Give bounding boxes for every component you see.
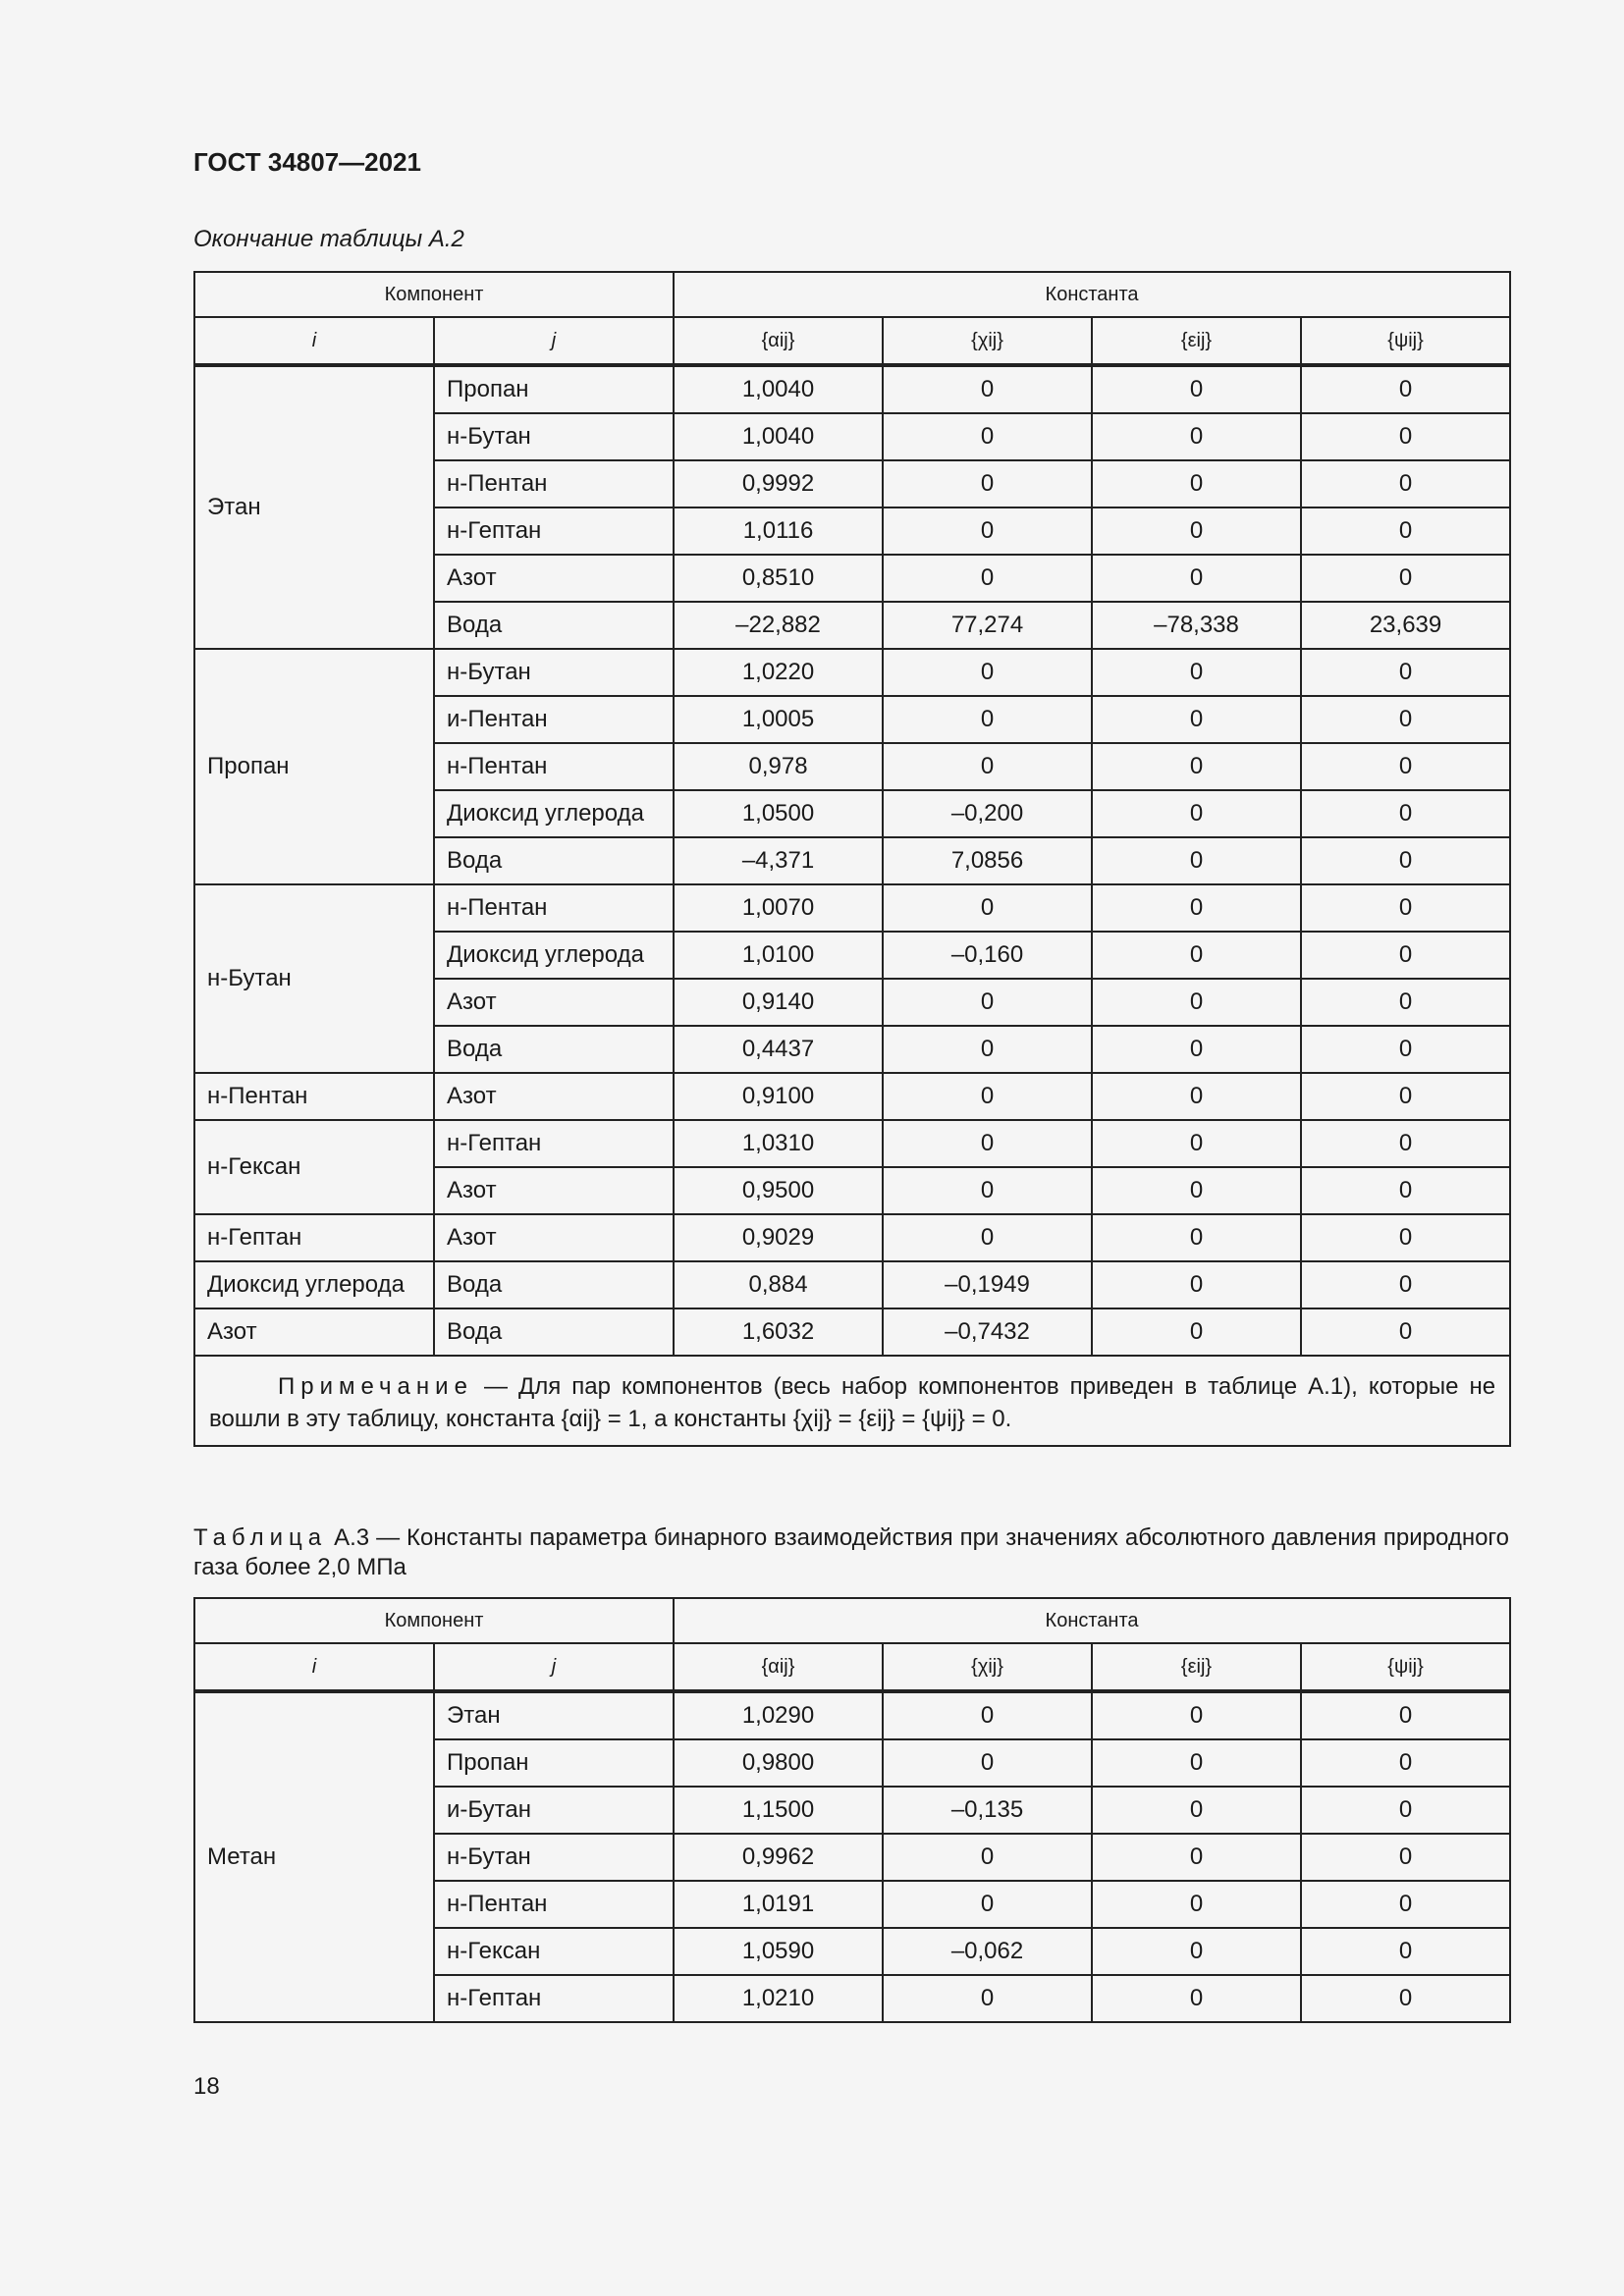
eps-cell: 0 [1092,1739,1301,1787]
chi-cell: 0 [883,507,1092,555]
table-a3-caption-text: А.3 — Константы параметра бинарного взаимодействия при значениях абсолютного давления природного газа более 2,0 МПа [193,1524,1509,1580]
header-j: j [434,1643,674,1691]
eps-cell: 0 [1092,1026,1301,1073]
eps-cell: 0 [1092,696,1301,743]
chi-cell: 0 [883,1214,1092,1261]
alpha-cell: 0,9029 [674,1214,883,1261]
psi-cell: 0 [1301,884,1510,932]
note-label: Примечание [278,1373,473,1400]
alpha-cell: 0,9100 [674,1073,883,1120]
psi-cell: 0 [1301,790,1510,837]
header-eps: {εij} [1092,1643,1301,1691]
eps-cell: 0 [1092,1167,1301,1214]
chi-cell: 0 [883,555,1092,602]
table-a2 [193,271,1511,1447]
eps-cell: 0 [1092,555,1301,602]
note-text: — Для пар компонентов (весь набор компонентов приведен в таблице А.1), которые не вошли в эту таблицу, константа {αij} = 1, а константы {χij} = {εij} = {ψij} = 0. [209,1373,1496,1432]
alpha-cell: 1,0210 [674,1975,883,2022]
component-j-cell: н-Пентан [434,884,674,932]
component-j-cell: Азот [434,979,674,1026]
component-j-cell: Этан [434,1691,674,1739]
chi-cell: 0 [883,1881,1092,1928]
header-component: Компонент [194,1598,674,1643]
alpha-cell: –4,371 [674,837,883,884]
component-i-cell: н-Бутан [194,884,434,1073]
psi-cell: 0 [1301,1975,1510,2022]
chi-cell: –0,7432 [883,1308,1092,1356]
component-j-cell: н-Пентан [434,1881,674,1928]
eps-cell: 0 [1092,1975,1301,2022]
header-i: i [194,1643,434,1691]
alpha-cell: 1,0040 [674,413,883,460]
page-number: 18 [193,2073,220,2100]
psi-cell: 23,639 [1301,602,1510,649]
component-i-cell: Диоксид углерода [194,1261,434,1308]
component-j-cell: Азот [434,1073,674,1120]
chi-cell: –0,1949 [883,1261,1092,1308]
component-j-cell: н-Пентан [434,743,674,790]
chi-cell: –0,135 [883,1787,1092,1834]
chi-cell: 77,274 [883,602,1092,649]
eps-cell: 0 [1092,507,1301,555]
header-chi: {χij} [883,317,1092,365]
table-row [194,1073,1510,1120]
alpha-cell: 1,0590 [674,1928,883,1975]
psi-cell: 0 [1301,413,1510,460]
alpha-cell: 1,0310 [674,1120,883,1167]
chi-cell: 0 [883,365,1092,413]
chi-cell: –0,200 [883,790,1092,837]
alpha-cell: 0,9500 [674,1167,883,1214]
chi-cell: 0 [883,649,1092,696]
chi-cell: 0 [883,743,1092,790]
component-i-cell: Метан [194,1691,434,2022]
eps-cell: 0 [1092,743,1301,790]
component-i-cell: н-Гептан [194,1214,434,1261]
eps-cell: 0 [1092,979,1301,1026]
header-constant: Константа [674,272,1510,317]
chi-cell: 0 [883,1073,1092,1120]
table-row [194,1691,1510,1739]
psi-cell: 0 [1301,743,1510,790]
header-j: j [434,317,674,365]
header-i: i [194,317,434,365]
psi-cell: 0 [1301,1261,1510,1308]
component-j-cell: Вода [434,1308,674,1356]
table-row [194,1308,1510,1356]
component-i-cell: н-Пентан [194,1073,434,1120]
psi-cell: 0 [1301,837,1510,884]
table-a3 [193,1597,1511,2023]
eps-cell: 0 [1092,1261,1301,1308]
component-j-cell: н-Бутан [434,649,674,696]
psi-cell: 0 [1301,1167,1510,1214]
psi-cell: 0 [1301,1928,1510,1975]
eps-cell: 0 [1092,884,1301,932]
component-j-cell: Вода [434,1026,674,1073]
chi-cell: 0 [883,1739,1092,1787]
component-j-cell: Пропан [434,365,674,413]
alpha-cell: 0,9140 [674,979,883,1026]
table-row [194,1214,1510,1261]
component-j-cell: Пропан [434,1739,674,1787]
component-j-cell: н-Гексан [434,1928,674,1975]
psi-cell: 0 [1301,1308,1510,1356]
psi-cell: 0 [1301,932,1510,979]
eps-cell: 0 [1092,1834,1301,1881]
chi-cell: –0,062 [883,1928,1092,1975]
psi-cell: 0 [1301,1073,1510,1120]
header-constant: Константа [674,1598,1510,1643]
psi-cell: 0 [1301,1214,1510,1261]
psi-cell: 0 [1301,555,1510,602]
psi-cell: 0 [1301,1739,1510,1787]
header-psi: {ψij} [1301,1643,1510,1691]
eps-cell: 0 [1092,837,1301,884]
eps-cell: 0 [1092,649,1301,696]
alpha-cell: 1,0040 [674,365,883,413]
eps-cell: 0 [1092,1928,1301,1975]
alpha-cell: 0,9962 [674,1834,883,1881]
table-row [194,649,1510,696]
table-a2-caption: Окончание таблицы А.2 [193,226,464,252]
alpha-cell: 1,6032 [674,1308,883,1356]
alpha-cell: –22,882 [674,602,883,649]
table-row [194,365,1510,413]
eps-cell: 0 [1092,1120,1301,1167]
component-j-cell: н-Гептан [434,1975,674,2022]
eps-cell: 0 [1092,932,1301,979]
header-eps: {εij} [1092,317,1301,365]
chi-cell: 0 [883,413,1092,460]
alpha-cell: 0,9800 [674,1739,883,1787]
eps-cell: 0 [1092,1214,1301,1261]
psi-cell: 0 [1301,1834,1510,1881]
chi-cell: 0 [883,1834,1092,1881]
component-j-cell: Вода [434,602,674,649]
table-row [194,1120,1510,1167]
chi-cell: 0 [883,1167,1092,1214]
alpha-cell: 1,0191 [674,1881,883,1928]
alpha-cell: 1,0290 [674,1691,883,1739]
chi-cell: 7,0856 [883,837,1092,884]
chi-cell: –0,160 [883,932,1092,979]
component-j-cell: н-Пентан [434,460,674,507]
eps-cell: 0 [1092,1073,1301,1120]
alpha-cell: 1,0100 [674,932,883,979]
chi-cell: 0 [883,1691,1092,1739]
chi-cell: 0 [883,884,1092,932]
component-i-cell: Этан [194,365,434,649]
component-j-cell: Диоксид углерода [434,790,674,837]
chi-cell: 0 [883,1026,1092,1073]
chi-cell: 0 [883,1120,1092,1167]
psi-cell: 0 [1301,1120,1510,1167]
component-j-cell: Вода [434,837,674,884]
table-row [194,1261,1510,1308]
eps-cell: 0 [1092,1308,1301,1356]
header-alpha: {αij} [674,1643,883,1691]
alpha-cell: 1,1500 [674,1787,883,1834]
psi-cell: 0 [1301,1787,1510,1834]
chi-cell: 0 [883,1975,1092,2022]
header-alpha: {αij} [674,317,883,365]
chi-cell: 0 [883,696,1092,743]
eps-cell: 0 [1092,365,1301,413]
table-note [194,1356,1510,1446]
alpha-cell: 1,0070 [674,884,883,932]
eps-cell: 0 [1092,1787,1301,1834]
alpha-cell: 0,9992 [674,460,883,507]
alpha-cell: 1,0500 [674,790,883,837]
eps-cell: –78,338 [1092,602,1301,649]
psi-cell: 0 [1301,1691,1510,1739]
component-j-cell: Азот [434,555,674,602]
psi-cell: 0 [1301,507,1510,555]
alpha-cell: 0,4437 [674,1026,883,1073]
alpha-cell: 0,978 [674,743,883,790]
psi-cell: 0 [1301,649,1510,696]
header-psi: {ψij} [1301,317,1510,365]
component-j-cell: Вода [434,1261,674,1308]
component-j-cell: Диоксид углерода [434,932,674,979]
component-j-cell: н-Бутан [434,1834,674,1881]
alpha-cell: 1,0116 [674,507,883,555]
psi-cell: 0 [1301,696,1510,743]
chi-cell: 0 [883,979,1092,1026]
header-chi: {χij} [883,1643,1092,1691]
table-a3-caption-label: Таблица [193,1524,328,1551]
component-i-cell: Азот [194,1308,434,1356]
component-j-cell: и-Пентан [434,696,674,743]
chi-cell: 0 [883,460,1092,507]
document-code: ГОСТ 34807—2021 [193,147,421,177]
psi-cell: 0 [1301,365,1510,413]
component-j-cell: и-Бутан [434,1787,674,1834]
alpha-cell: 1,0220 [674,649,883,696]
alpha-cell: 1,0005 [674,696,883,743]
psi-cell: 0 [1301,460,1510,507]
component-j-cell: н-Гептан [434,507,674,555]
table-a3-caption [193,1523,1509,1582]
eps-cell: 0 [1092,1691,1301,1739]
psi-cell: 0 [1301,1881,1510,1928]
eps-cell: 0 [1092,460,1301,507]
component-j-cell: Азот [434,1214,674,1261]
component-i-cell: н-Гексан [194,1120,434,1214]
eps-cell: 0 [1092,1881,1301,1928]
header-component: Компонент [194,272,674,317]
alpha-cell: 0,8510 [674,555,883,602]
psi-cell: 0 [1301,1026,1510,1073]
eps-cell: 0 [1092,790,1301,837]
component-j-cell: Азот [434,1167,674,1214]
psi-cell: 0 [1301,979,1510,1026]
table-row [194,884,1510,932]
alpha-cell: 0,884 [674,1261,883,1308]
eps-cell: 0 [1092,413,1301,460]
component-i-cell: Пропан [194,649,434,884]
component-j-cell: н-Гептан [434,1120,674,1167]
component-j-cell: н-Бутан [434,413,674,460]
